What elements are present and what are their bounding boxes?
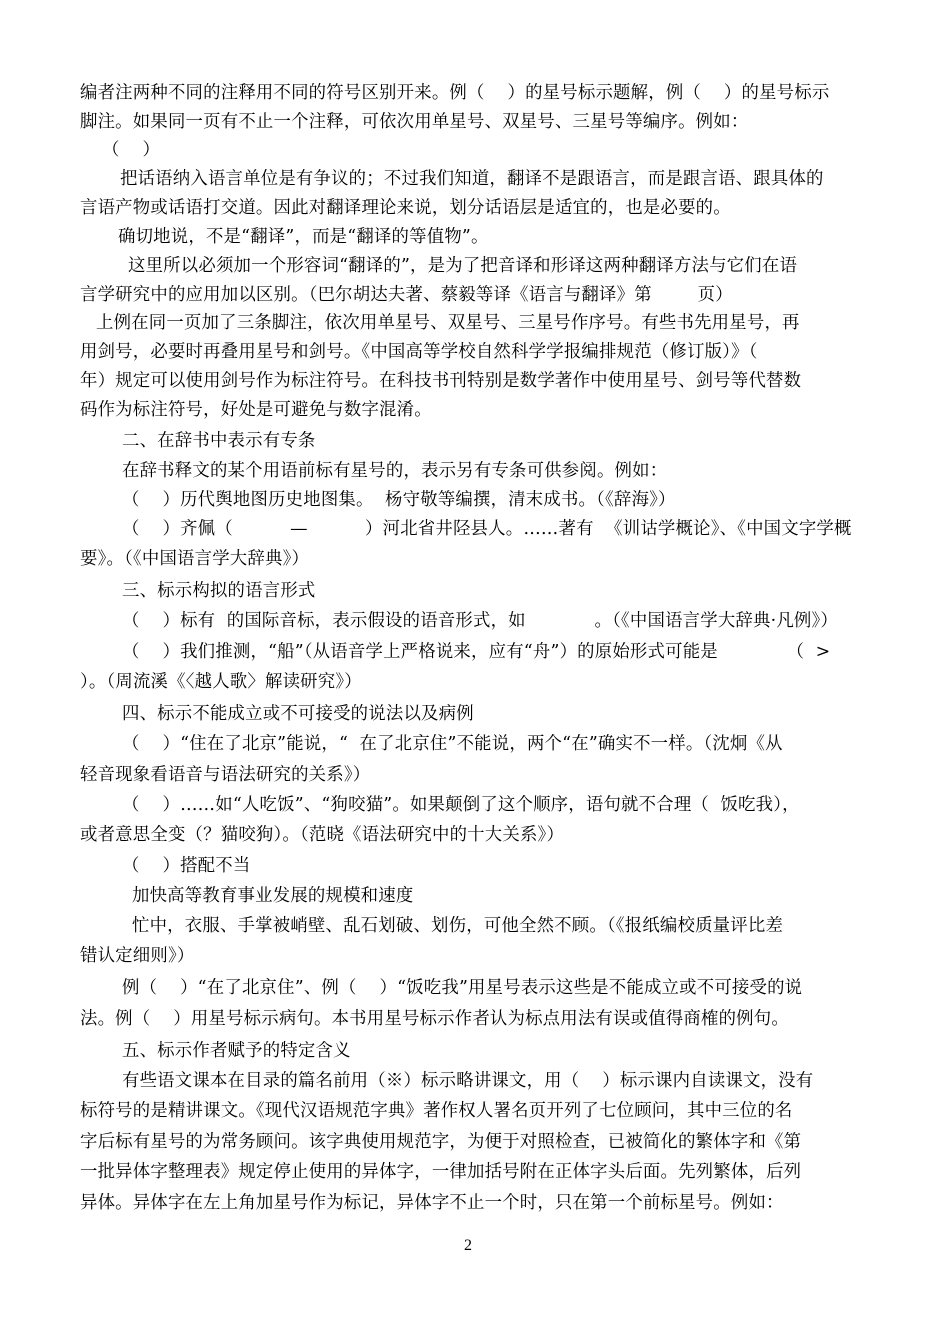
text-line: （ ）	[102, 140, 161, 160]
text-line: 言语产物或话语打交道。因此对翻译理论来说，划分话语层是适宜的，也是必要的。	[80, 198, 731, 218]
section-heading: 三、标示构拟的语言形式	[122, 581, 316, 601]
text-line: 言学研究中的应用加以区别。（巴尔胡达夫著、蔡毅等译《语言与翻译》第 页）	[80, 285, 733, 305]
text-line: 轻音现象看语音与语法研究的关系》）	[80, 765, 371, 785]
text-line: 标符号的是精讲课文。《现代汉语规范字典》著作权人署名页开列了七位顾问，其中三位的名	[80, 1101, 793, 1121]
text-line: （ ）齐佩（ — ）河北省井陉县人。……著有 《训诂学概论》、《中国文字学概	[122, 519, 852, 539]
text-line: 法。例（ ）用星号标示病句。本书用星号标示作者认为标点用法有误或值得商榷的例句。	[80, 1009, 789, 1029]
section-heading: 五、标示作者赋予的特定含义	[122, 1041, 351, 1061]
text-line: 把话语纳入语言单位是有争议的；不过我们知道，翻译不是跟语言，而是跟言语、跟具体的	[120, 169, 824, 189]
text-line: ）。（周流溪《〈越人歌〉解读研究》）	[80, 672, 362, 692]
text-line: 加快高等教育事业发展的规模和速度	[132, 886, 414, 906]
text-line: （ ）……如“人吃饭”、“狗咬猫”。如果颠倒了这个顺序，语句就不合理（ 饭吃我），	[122, 795, 800, 815]
text-line: 一批异体字整理表》规定停止使用的异体字，一律加括号附在正体字头后面。先列繁体，后列	[80, 1162, 802, 1182]
text-line: 有些语文课本在目录的篇名前用（※）标示略讲课文，用（ ）标示课内自读课文，没有	[122, 1071, 814, 1091]
text-line: 字后标有星号的为常务顾问。该字典使用规范字，为便于对照检查，已被简化的繁体字和《第	[80, 1132, 802, 1152]
text-line: 编者注两种不同的注释用不同的符号区别开来。例（ ）的星号标示题解，例（ ）的星号标示	[80, 83, 830, 103]
section-heading: 二、在辞书中表示有专条	[122, 431, 316, 451]
text-line: 要》。（《中国语言学大辞典》）	[80, 549, 310, 569]
text-line: 例（ ）“在了北京住”、例（ ）“饭吃我”用星号表示这些是不能成立或不可接受的说	[122, 978, 803, 998]
text-line: 忙中，衣服、手掌被峭壁、乱石划破、划伤，可他全然不顾。（《报纸编校质量评比差	[132, 916, 784, 936]
text-line: 异体。异体字在左上角加星号作为标记，异体字不止一个时，只在第一个前标星号。例如：	[80, 1193, 784, 1213]
text-line: 年）规定可以使用剑号作为标注符号。在科技书刊特别是数学著作中使用星号、剑号等代替数	[80, 371, 802, 391]
text-line: 这里所以必须加一个形容词“翻译的”，是为了把音译和形译这两种翻译方法与它们在语	[128, 256, 798, 276]
text-line: 用剑号，必要时再叠用星号和剑号。《中国高等学校自然科学学报编排规范（修订版）》（	[80, 342, 758, 362]
text-line: 确切地说，不是“翻译”，而是“翻译的等值物”。	[118, 227, 489, 247]
page-number: 2	[464, 1237, 472, 1254]
text-line: 或者意思全变（？猫咬狗）。（范晓《语法研究中的十大关系》）	[80, 825, 565, 845]
text-line: （ ）我们推测，“船”（从语音学上严格说来，应有“舟”）的原始形式可能是 （ >	[122, 642, 831, 662]
text-line: 脚注。如果同一页有不止一个注释，可依次用单星号、双星号、三星号等编序。例如：	[80, 112, 749, 132]
text-line: 码作为标注符号，好处是可避免与数字混淆。	[80, 400, 432, 420]
text-line: （ ）历代舆地图历史地图集。 杨守敬等编撰，清末成书。（《辞海》）	[122, 490, 676, 510]
text-line: （ ）搭配不当	[122, 856, 251, 876]
text-line: （ ）标有 的国际音标，表示假设的语音形式，如 。（《中国语言学大辞典·凡例》）	[122, 611, 838, 631]
text-line: 在辞书释文的某个用语前标有星号的，表示另有专条可供参阅。例如：	[122, 461, 668, 481]
section-heading: 四、标示不能成立或不可接受的说法以及病例	[122, 704, 474, 724]
text-line: 上例在同一页加了三条脚注，依次用单星号、双星号、三星号作序号。有些书先用星号，再	[96, 313, 800, 333]
text-line: （ ）“住在了北京”能说，“ 在了北京住”不能说，两个“在”确实不一样。（沈炯《从	[122, 734, 783, 754]
text-line: 错认定细则》）	[80, 946, 195, 966]
